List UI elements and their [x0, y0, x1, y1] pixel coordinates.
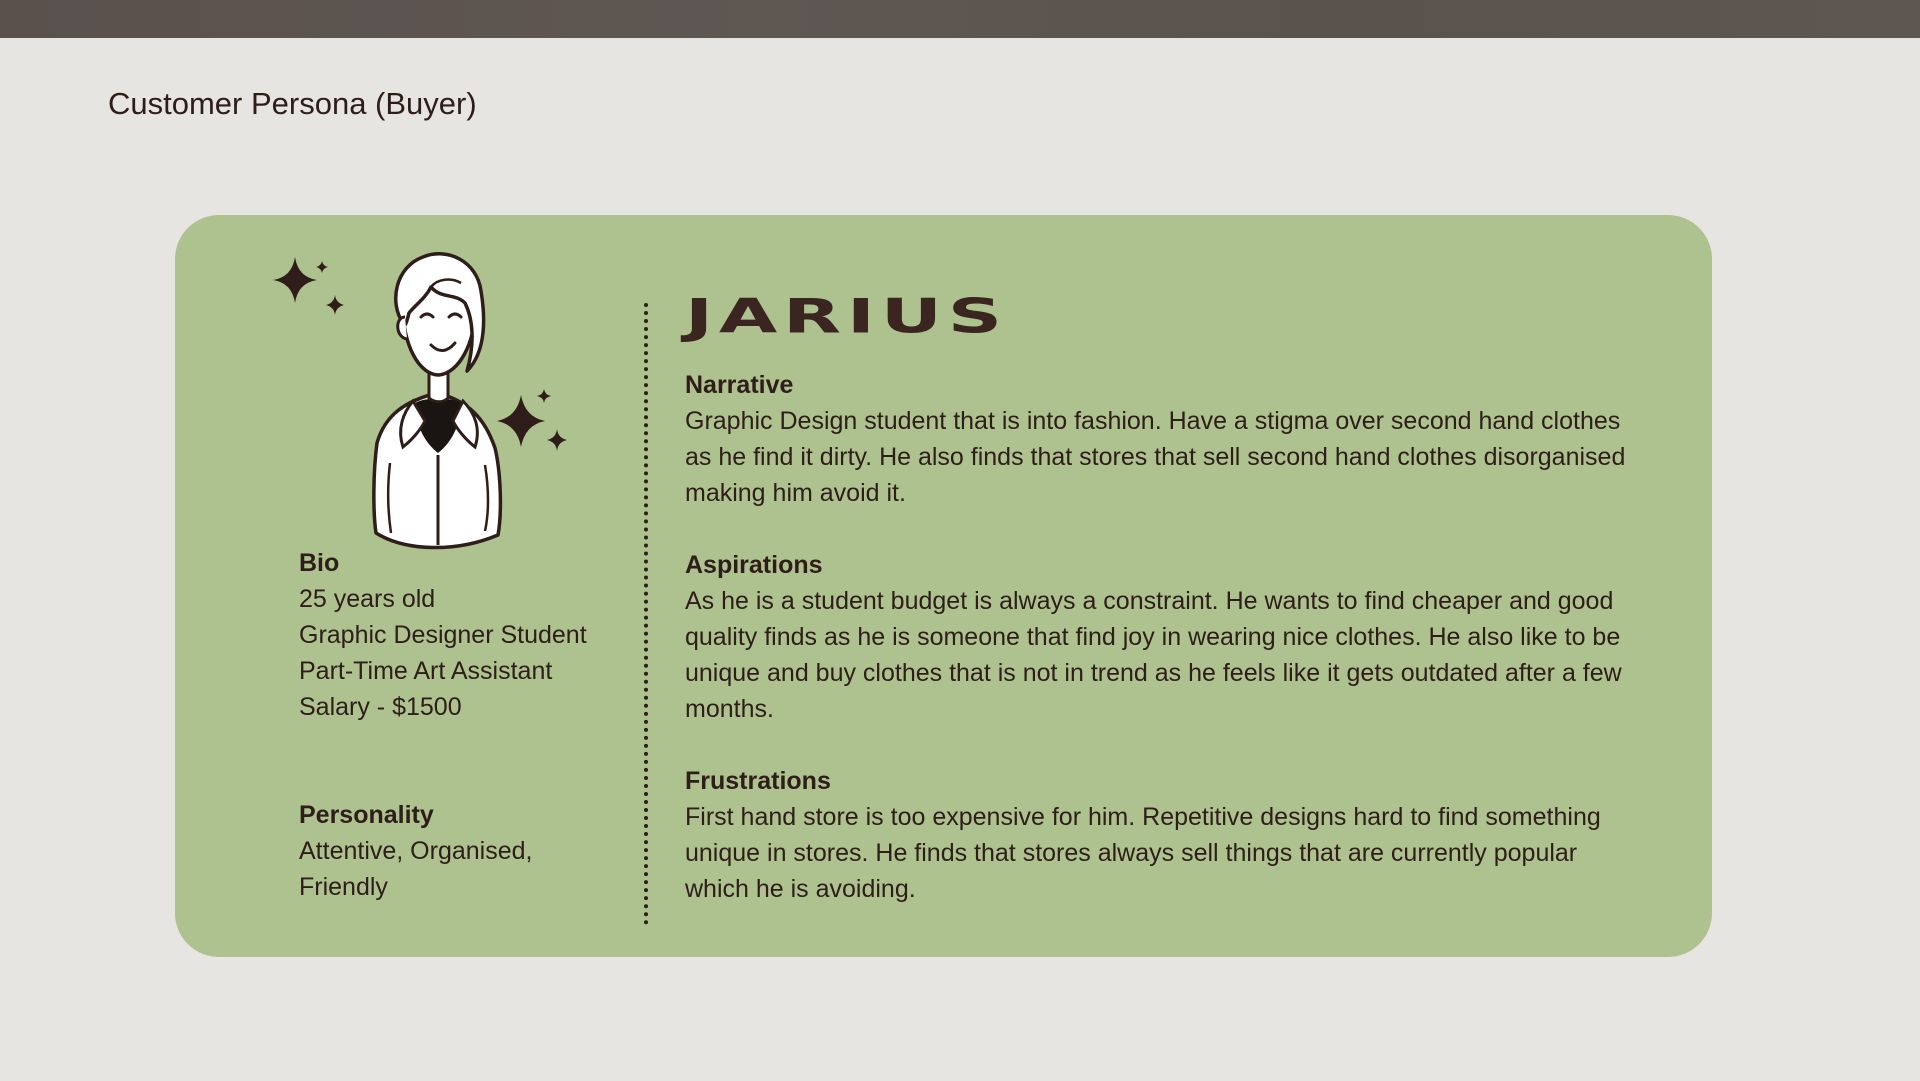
bio-occupation: Graphic Designer Student	[299, 621, 587, 649]
personality-section	[299, 797, 629, 905]
aspirations-heading: Aspirations	[685, 551, 823, 579]
aspirations-section	[685, 547, 1645, 727]
persona-name: JARIUS	[685, 290, 1008, 344]
bio-heading: Bio	[299, 549, 340, 577]
bio-job: Part-Time Art Assistant	[299, 657, 553, 685]
sparkle-icon	[497, 389, 567, 451]
persona-card	[175, 215, 1712, 957]
frustrations-text: First hand store is too expensive for him. Repetitive designs hard to find something unique in stores. He finds that stores always sell things that are currently popular which he is avoiding.	[685, 803, 1601, 903]
top-band	[0, 0, 1920, 38]
narrative-text: Graphic Design student that is into fashion. Have a stigma over second hand clothes as he find it dirty. He also finds that stores that sell second hand clothes disorganised making him avoid it.	[685, 407, 1626, 507]
sparkle-icon	[273, 257, 344, 315]
bio-age: 25 years old	[299, 585, 436, 613]
personality-heading: Personality	[299, 801, 434, 829]
page-title: Customer Persona (Buyer)	[108, 86, 477, 121]
personality-line: Friendly	[299, 873, 388, 901]
narrative-section	[685, 367, 1645, 511]
personality-line: Attentive, Organised,	[299, 837, 533, 865]
narrative-heading: Narrative	[685, 371, 794, 399]
frustrations-heading: Frustrations	[685, 767, 831, 795]
dotted-divider	[644, 303, 648, 925]
aspirations-text: As he is a student budget is always a constraint. He wants to find cheaper and good quality finds as he is someone that find joy in wearing nice clothes. He also like to be unique and buy clothes that is not in trend as he feels like it gets outdated after a few months.	[685, 587, 1622, 723]
persona-avatar-illustration	[255, 233, 615, 553]
bio-section	[299, 545, 629, 725]
bio-salary: Salary - $1500	[299, 693, 462, 721]
frustrations-section	[685, 763, 1645, 907]
